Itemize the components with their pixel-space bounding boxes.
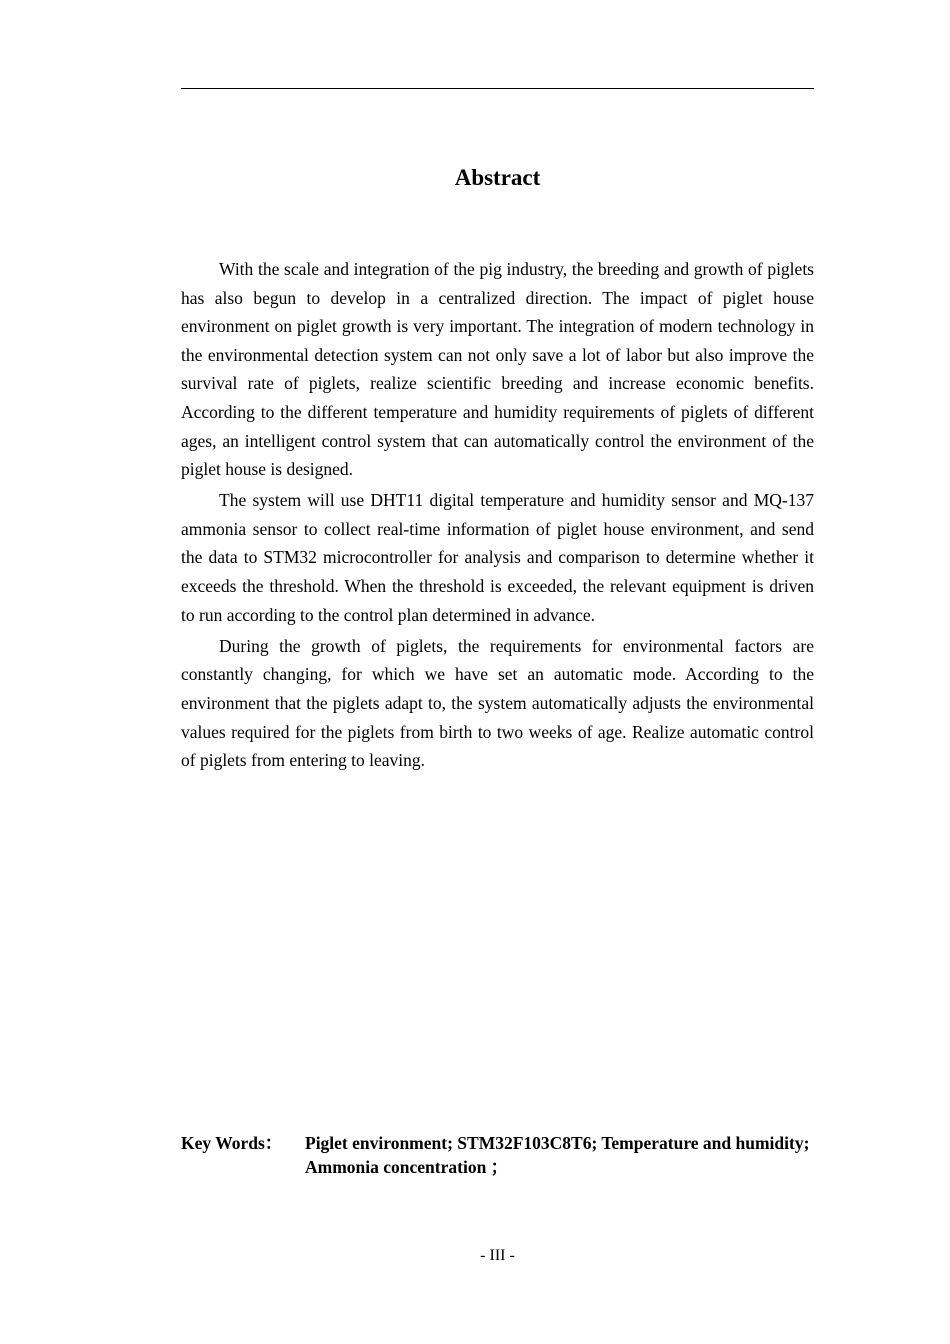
keywords-label: Key Words： — [181, 1133, 283, 1153]
header-rule — [181, 88, 814, 89]
abstract-paragraph-1: With the scale and integration of the pig industry, the breeding and growth of piglets has also begun to develop in a centralized direction. The impact of piglet house environment on piglet growth is very important. The integration of modern technology in the environmental detection system can not only save a lot of labor but also improve the survival rate of piglets, realize scientific breeding and increase economic benefits. According to the different temperature and humidity requirements of piglets of different ages, an intelligent control system that can automatically control the environment of the piglet house is designed. — [181, 259, 814, 480]
page-number: - III - — [480, 1247, 515, 1264]
page-title: Abstract — [454, 165, 541, 190]
abstract-paragraph-2: The system will use DHT11 digital temperature and humidity sensor and MQ-137 ammonia sensor to collect real-time information of piglet house environment, and send the data to STM32 microcontroller for analysis and comparison to determine whether it exceeds the threshold. When the threshold is exceeded, the relevant equipment is driven to run according to the control plan determined in advance. — [181, 490, 814, 625]
keywords-value: Piglet environment; STM32F103C8T6; Temperature and humidity; Ammonia concentration ； — [305, 1133, 810, 1177]
keywords-block — [181, 1132, 814, 1179]
abstract-body — [181, 255, 814, 777]
abstract-paragraph-3: During the growth of piglets, the requirements for environmental factors are constantly changing, for which we have set an automatic mode. According to the environment that the piglets adapt to, the system automatically adjusts the environmental values required for the piglets from birth to two weeks of age. Realize automatic control of piglets from entering to leaving. — [181, 635, 814, 771]
